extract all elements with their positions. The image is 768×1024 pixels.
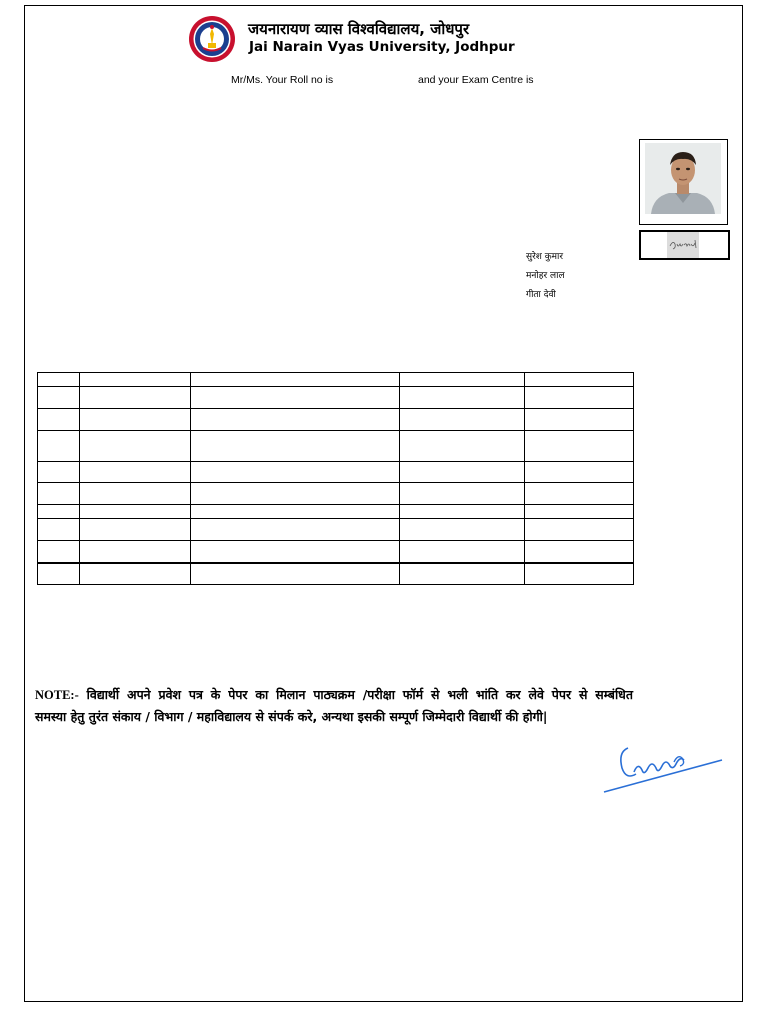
paper-details-table xyxy=(37,372,634,585)
candidate-signature xyxy=(667,232,699,258)
table-row xyxy=(38,563,634,585)
university-name-english: Jai Narain Vyas University, Jodhpur xyxy=(249,39,515,55)
table-row xyxy=(38,462,634,483)
father-name: मनोहर लाल xyxy=(526,271,565,281)
table-row xyxy=(38,409,634,431)
candidate-signature-box xyxy=(639,230,730,260)
table-row xyxy=(38,483,634,505)
university-seal-logo xyxy=(188,15,236,63)
table-row xyxy=(38,505,634,519)
candidate-name-list xyxy=(526,248,565,305)
table-row xyxy=(38,541,634,563)
note-prefix: NOTE:- xyxy=(35,688,79,702)
candidate-photo-box xyxy=(639,139,728,225)
roll-number-label: Mr/Ms. Your Roll no is xyxy=(231,74,334,86)
mother-name: गीता देवी xyxy=(526,290,556,300)
candidate-photo xyxy=(645,143,721,214)
table-row xyxy=(38,431,634,462)
important-note xyxy=(35,684,633,727)
exam-centre-label: and your Exam Centre is xyxy=(418,74,534,86)
candidate-name: सुरेश कुमार xyxy=(526,252,564,262)
note-text-1: विद्यार्थी अपने प्रवेश पत्र के पेपर का मिलान पाठ्यक्रम /परीक्षा फॉर्म से भली भांति कर लेवे पेपर से सम्बंधित xyxy=(86,687,633,702)
table-row xyxy=(38,387,634,409)
table-row xyxy=(38,519,634,541)
note-line-1 xyxy=(35,684,633,706)
university-name-hindi: जयनारायण व्यास विश्वविद्यालय, जोधपुर xyxy=(248,20,470,38)
table-row xyxy=(38,373,634,387)
controller-signature xyxy=(600,728,730,800)
note-line-2: समस्या हेतु तुरंत संकाय / विभाग / महाविद्यालय से संपर्क करे, अन्यथा इसकी सम्पूर्ण जिम्मेदारी विद्यार्थी की होगी| xyxy=(35,709,548,724)
